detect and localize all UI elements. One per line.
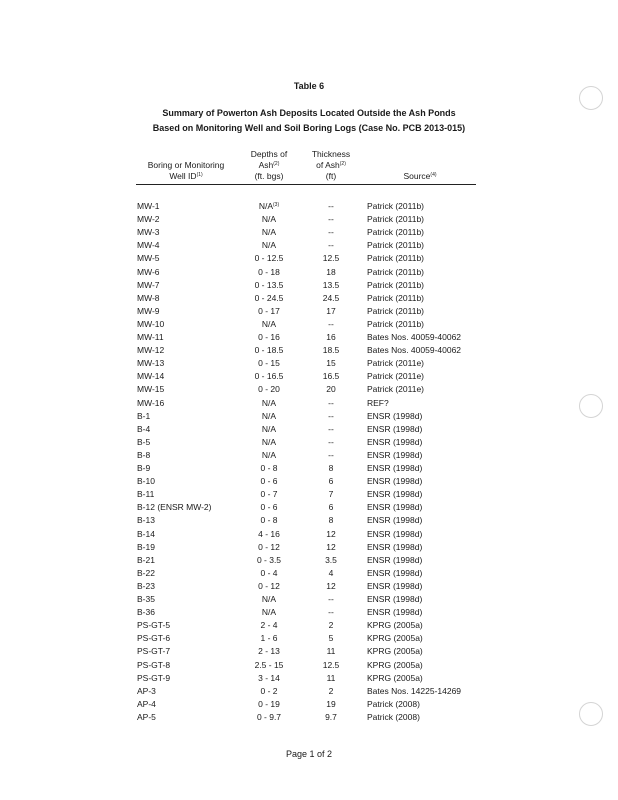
- thickness-cell: --: [328, 214, 334, 225]
- thickness-cell: --: [328, 240, 334, 251]
- table-row: [0, 383, 618, 396]
- depth-cell: 3 - 14: [258, 672, 280, 683]
- depth-cell: 1 - 6: [260, 633, 278, 644]
- well-id-cell: MW-2: [137, 214, 160, 225]
- depth-cell: N/A: [261, 410, 277, 421]
- table-row: [0, 632, 618, 645]
- thickness-cell: 12.5: [322, 253, 340, 264]
- source-cell: ENSR (1998d): [367, 436, 423, 447]
- thickness-cell: --: [328, 423, 334, 434]
- well-id-cell: B-13: [137, 515, 155, 526]
- well-id-cell: MW-13: [137, 358, 165, 369]
- well-id-cell: B-36: [137, 607, 155, 618]
- depth-cell: N/A: [261, 423, 277, 434]
- table-row: [0, 672, 618, 685]
- thickness-cell: --: [328, 397, 334, 408]
- depth-cell: 0 - 2: [260, 685, 278, 696]
- well-id-cell: MW-1: [137, 201, 160, 211]
- source-cell: Bates Nos. 40059-40062: [367, 345, 462, 356]
- thickness-cell: 13.5: [322, 279, 340, 290]
- depth-cell: 0 - 20: [258, 384, 280, 395]
- thickness-cell: --: [328, 436, 334, 447]
- depth-cell: $N/A^{(3)}$: [258, 201, 280, 211]
- well-id-cell: MW-9: [137, 305, 160, 316]
- depth-cell: 0 - 12: [258, 580, 280, 591]
- footnote-1: (1): [196, 172, 203, 178]
- table-row: [0, 554, 618, 567]
- table-row: [0, 462, 618, 475]
- depth-cell: 2 - 13: [258, 646, 280, 657]
- well-id-cell: B-21: [137, 554, 155, 565]
- thickness-cell: 8: [328, 463, 334, 473]
- thickness-cell: --: [328, 449, 334, 460]
- source-cell: ENSR (1998d): [367, 594, 423, 604]
- depth-cell: N/A: [261, 607, 277, 618]
- depth-cell: 0 - 17: [258, 305, 280, 316]
- thickness-cell: 12: [326, 541, 336, 552]
- depth-cell: 0 - 6: [260, 502, 278, 513]
- well-id-cell: MW-11: [137, 332, 164, 342]
- well-id-cell: MW-4: [137, 240, 160, 251]
- table-row: [0, 541, 618, 554]
- thickness-cell: 16.5: [322, 371, 340, 382]
- thickness-cell: --: [328, 201, 334, 211]
- thickness-cell: 19: [326, 698, 336, 709]
- well-id-cell: B-10: [137, 476, 155, 487]
- source-cell: Patrick (2011b): [367, 266, 425, 277]
- header-well-id-line1: Boring or Monitoring: [147, 160, 225, 170]
- depth-cell: 0 - 24.5: [254, 292, 284, 303]
- table-row: [0, 305, 618, 318]
- table-row: [0, 645, 618, 658]
- source-cell: Patrick (2011b): [367, 201, 425, 211]
- summary-title-line2: Based on Monitoring Well and Soil Boring Logs (Case No. PCB 2013-015): [152, 123, 466, 133]
- depth-cell: 0 - 16: [258, 332, 280, 342]
- thickness-cell: 20: [326, 384, 336, 395]
- thickness-cell: --: [328, 318, 334, 329]
- page-number: Page 1 of 2: [285, 749, 333, 759]
- table-row: [0, 239, 618, 252]
- header-thickness-line2: of Ash$^{(2)}$: [316, 160, 346, 170]
- thickness-cell: 11: [326, 672, 336, 683]
- table-row: [0, 685, 618, 698]
- header-depth-units: (ft. bgs): [254, 171, 284, 181]
- well-id-cell: MW-16: [137, 397, 165, 408]
- summary-title-line1: Summary of Powerton Ash Deposits Located Outside the Ash Ponds: [162, 108, 456, 118]
- thickness-cell: 12: [326, 528, 336, 539]
- thickness-cell: 7: [328, 489, 334, 500]
- source-cell: ENSR (1998d): [367, 463, 423, 473]
- table-row: [0, 567, 618, 580]
- well-id-cell: AP-4: [137, 698, 156, 709]
- source-cell: Patrick (2011b): [367, 240, 425, 251]
- well-id-cell: MW-8: [137, 292, 160, 303]
- footnote-4: (4): [430, 172, 437, 178]
- depth-cell: 0 - 6: [260, 476, 278, 487]
- well-id-cell: MW-14: [137, 371, 165, 382]
- source-cell: ENSR (1998d): [367, 528, 423, 539]
- source-cell: ENSR (1998d): [367, 607, 423, 618]
- well-id-cell: B-11: [137, 489, 155, 500]
- thickness-cell: 18: [326, 266, 336, 277]
- thickness-cell: --: [328, 594, 334, 604]
- header-thickness-units: (ft): [325, 171, 337, 181]
- footnote-2b: (2): [339, 161, 346, 167]
- table-row: [0, 200, 618, 213]
- source-cell: ENSR (1998d): [367, 554, 423, 565]
- source-cell: ENSR (1998d): [367, 515, 423, 526]
- header-depth-line2: Ash$^{(2)}$: [258, 160, 280, 170]
- table-row: [0, 501, 618, 514]
- source-cell: ENSR (1998d): [367, 567, 423, 578]
- table-row: [0, 449, 618, 462]
- source-cell: ENSR (1998d): [367, 449, 423, 460]
- thickness-cell: 3.5: [325, 554, 337, 565]
- source-cell: Patrick (2011b): [367, 318, 425, 329]
- well-id-cell: PS-GT-7: [137, 646, 171, 657]
- source-cell: REF?: [367, 397, 389, 408]
- depth-cell: N/A: [261, 397, 277, 408]
- well-id-cell: B-5: [137, 436, 151, 447]
- thickness-cell: --: [328, 227, 334, 238]
- source-cell: Patrick (2011b): [367, 292, 425, 303]
- thickness-cell: 2: [328, 685, 334, 696]
- source-cell: KPRG (2005a): [367, 659, 423, 670]
- thickness-cell: 8: [328, 515, 334, 526]
- source-cell: Patrick (2008): [367, 711, 420, 722]
- footnote-2: (2): [273, 161, 280, 167]
- table-row: [0, 606, 618, 619]
- depth-cell: 4 - 16: [258, 528, 280, 539]
- depth-cell: 0 - 7: [260, 489, 278, 500]
- table-row: [0, 357, 618, 370]
- depth-cell: 0 - 13.5: [254, 279, 284, 290]
- thickness-cell: 2: [328, 620, 334, 631]
- depth-cell: N/A: [261, 214, 277, 225]
- table-row: [0, 698, 618, 711]
- table-row: [0, 331, 618, 344]
- source-cell: ENSR (1998d): [367, 423, 423, 434]
- well-id-cell: B-9: [137, 463, 151, 473]
- depth-cell: N/A: [261, 449, 277, 460]
- table-row: [0, 619, 618, 632]
- well-id-cell: MW-7: [137, 279, 160, 290]
- source-cell: Patrick (2011b): [367, 253, 425, 264]
- source-cell: Patrick (2011b): [367, 227, 425, 238]
- table-row: [0, 292, 618, 305]
- depth-cell: 0 - 12: [258, 541, 280, 552]
- table-row: [0, 436, 618, 449]
- depth-cell: N/A: [261, 436, 277, 447]
- depth-cell: 0 - 8: [260, 463, 278, 473]
- table-row: [0, 514, 618, 527]
- thickness-cell: 24.5: [322, 292, 340, 303]
- thickness-cell: 12.5: [322, 659, 340, 670]
- well-id-cell: B-14: [137, 528, 155, 539]
- header-depth: [230, 149, 308, 182]
- source-cell: ENSR (1998d): [367, 476, 423, 487]
- well-id-cell: B-35: [137, 594, 155, 604]
- depth-cell: N/A: [261, 240, 277, 251]
- well-id-cell: MW-5: [137, 253, 160, 264]
- well-id-cell: AP-3: [137, 685, 156, 696]
- depth-cell: 0 - 8: [260, 515, 278, 526]
- depth-cell: 0 - 12.5: [254, 253, 284, 264]
- well-id-cell: B-12 (ENSR MW-2): [137, 502, 212, 513]
- table-row: [0, 593, 618, 606]
- well-id-cell: MW-10: [137, 318, 165, 329]
- source-cell: KPRG (2005a): [367, 646, 423, 657]
- thickness-cell: 6: [328, 476, 334, 487]
- table-label: Table 6: [293, 81, 325, 91]
- table-row: [0, 475, 618, 488]
- table-row: [0, 266, 618, 279]
- depth-cell: 0 - 15: [258, 358, 280, 369]
- thickness-cell: 17: [326, 305, 336, 316]
- thickness-cell: 5: [328, 633, 334, 644]
- well-id-cell: B-23: [137, 580, 155, 591]
- well-id-cell: PS-GT-5: [137, 620, 171, 631]
- well-id-cell: MW-6: [137, 266, 160, 277]
- thickness-cell: 18.5: [322, 345, 340, 356]
- depth-cell: 0 - 18: [258, 266, 280, 277]
- source-cell: Patrick (2011e): [367, 358, 425, 369]
- depth-cell: 2.5 - 15: [254, 659, 284, 670]
- well-id-cell: AP-5: [137, 711, 156, 722]
- thickness-cell: 9.7: [325, 711, 337, 722]
- thickness-cell: --: [328, 607, 334, 618]
- well-id-cell: B-1: [137, 410, 151, 421]
- well-id-cell: MW-3: [137, 227, 160, 238]
- table-row: [0, 580, 618, 593]
- source-cell: KPRG (2005a): [367, 633, 423, 644]
- header-rule: [136, 184, 476, 185]
- depth-cell: 0 - 3.5: [256, 554, 282, 565]
- thickness-cell: 6: [328, 502, 334, 513]
- source-cell: Patrick (2011e): [367, 384, 425, 395]
- depth-cell: 0 - 16.5: [254, 371, 284, 382]
- table-row: [0, 279, 618, 292]
- source-cell: Bates Nos. 14225-14269: [367, 685, 462, 696]
- footnote-3: (3): [273, 202, 280, 208]
- table-row: [0, 252, 618, 265]
- source-cell: ENSR (1998d): [367, 410, 423, 421]
- header-well-id-line2: Well ID$^{(1)}$: [169, 171, 203, 181]
- thickness-cell: 11: [326, 646, 336, 657]
- well-id-cell: PS-GT-6: [137, 633, 171, 644]
- table-row: [0, 226, 618, 239]
- table-row: [0, 410, 618, 423]
- header-thickness-line1: Thickness: [311, 149, 351, 159]
- depth-cell: 0 - 19: [258, 698, 280, 709]
- source-cell: Patrick (2011e): [367, 371, 425, 382]
- depth-cell: N/A: [261, 318, 277, 329]
- source-cell: Patrick (2011b): [367, 305, 425, 316]
- well-id-cell: MW-15: [137, 384, 165, 395]
- table-row: [0, 213, 618, 226]
- well-id-cell: B-4: [137, 423, 151, 434]
- depth-cell: 0 - 4: [260, 567, 278, 578]
- thickness-cell: 15: [326, 358, 336, 369]
- source-cell: Patrick (2008): [367, 698, 420, 709]
- thickness-cell: 16: [326, 332, 336, 342]
- source-cell: KPRG (2005a): [367, 672, 423, 683]
- thickness-cell: 4: [328, 567, 334, 578]
- table-row: [0, 370, 618, 383]
- well-id-cell: B-8: [137, 449, 151, 460]
- well-id-cell: B-22: [137, 567, 155, 578]
- source-cell: ENSR (1998d): [367, 541, 423, 552]
- depth-cell: 0 - 18.5: [254, 345, 284, 356]
- well-id-cell: B-19: [137, 541, 155, 552]
- thickness-cell: --: [328, 410, 334, 421]
- well-id-cell: MW-12: [137, 345, 165, 356]
- table-row: [0, 397, 618, 410]
- table-row: [0, 659, 618, 672]
- source-cell: Bates Nos. 40059-40062: [367, 332, 462, 342]
- table-row: [0, 528, 618, 541]
- depth-cell: N/A: [261, 594, 277, 604]
- table-row: [0, 318, 618, 331]
- table-row: [0, 711, 618, 724]
- table-row: [0, 488, 618, 501]
- well-id-cell: PS-GT-9: [137, 672, 171, 683]
- thickness-cell: 12: [326, 580, 336, 591]
- header-well-id: [136, 160, 236, 182]
- table-row: [0, 344, 618, 357]
- table-row: [0, 423, 618, 436]
- depth-cell: 0 - 9.7: [256, 711, 282, 722]
- source-cell: Patrick (2011b): [367, 214, 425, 225]
- well-id-cell: PS-GT-8: [137, 659, 171, 670]
- source-cell: ENSR (1998d): [367, 489, 423, 500]
- depth-cell: 2 - 4: [260, 620, 278, 631]
- depth-cell: N/A: [261, 227, 277, 238]
- source-cell: Patrick (2011b): [367, 279, 425, 290]
- header-source: Source$^{(4)}$: [403, 171, 437, 181]
- header-depth-line1: Depths of: [250, 149, 288, 159]
- source-cell: ENSR (1998d): [367, 580, 423, 591]
- source-cell: KPRG (2005a): [367, 620, 423, 631]
- header-thickness: [300, 149, 362, 182]
- source-cell: ENSR (1998d): [367, 502, 423, 513]
